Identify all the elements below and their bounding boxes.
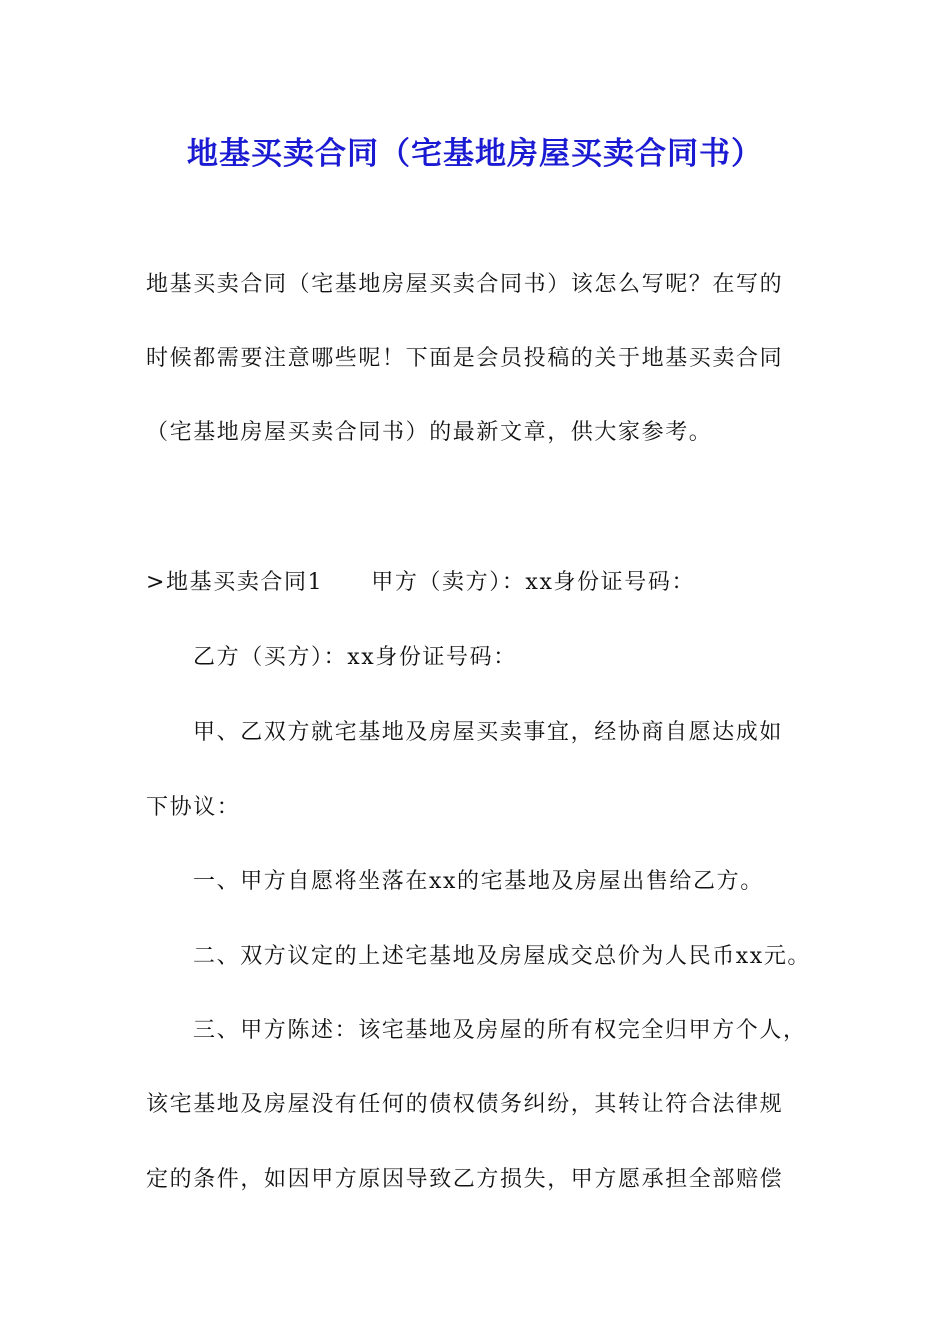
- section-heading: >地基买卖合同1: [146, 570, 324, 595]
- intro-line-3: （宅基地房屋买卖合同书）的最新文章，供大家参考。: [146, 420, 713, 445]
- party-b: 乙方（买方）：xx身份证号码：: [193, 645, 517, 670]
- intro-line-1: 地基买卖合同（宅基地房屋买卖合同书）该怎么写呢？在写的: [146, 272, 784, 297]
- clause-1: 一、甲方自愿将坐落在xx的宅基地及房屋出售给乙方。: [193, 869, 764, 894]
- clause-3-line-3: 定的条件，如因甲方原因导致乙方损失，甲方愿承担全部赔偿: [146, 1167, 784, 1192]
- intro-line-2: 时候都需要注意哪些呢！下面是会员投稿的关于地基买卖合同: [146, 346, 784, 371]
- clause-3-line-1: 三、甲方陈述：该宅基地及房屋的所有权完全归甲方个人，: [193, 1018, 807, 1043]
- party-a: 甲方（卖方）：xx身份证号码：: [371, 570, 696, 595]
- clause-3-line-2: 该宅基地及房屋没有任何的债权债务纠纷，其转让符合法律规: [146, 1092, 784, 1117]
- clause-2: 二、双方议定的上述宅基地及房屋成交总价为人民币xx元。: [193, 944, 812, 969]
- section-heading-row: [146, 568, 695, 598]
- agreement-line-2: 下协议：: [146, 795, 241, 820]
- document-title: 地基买卖合同（宅基地房屋买卖合同书）: [187, 136, 763, 172]
- agreement-line-1: 甲、乙双方就宅基地及房屋买卖事宜，经协商自愿达成如: [193, 720, 784, 745]
